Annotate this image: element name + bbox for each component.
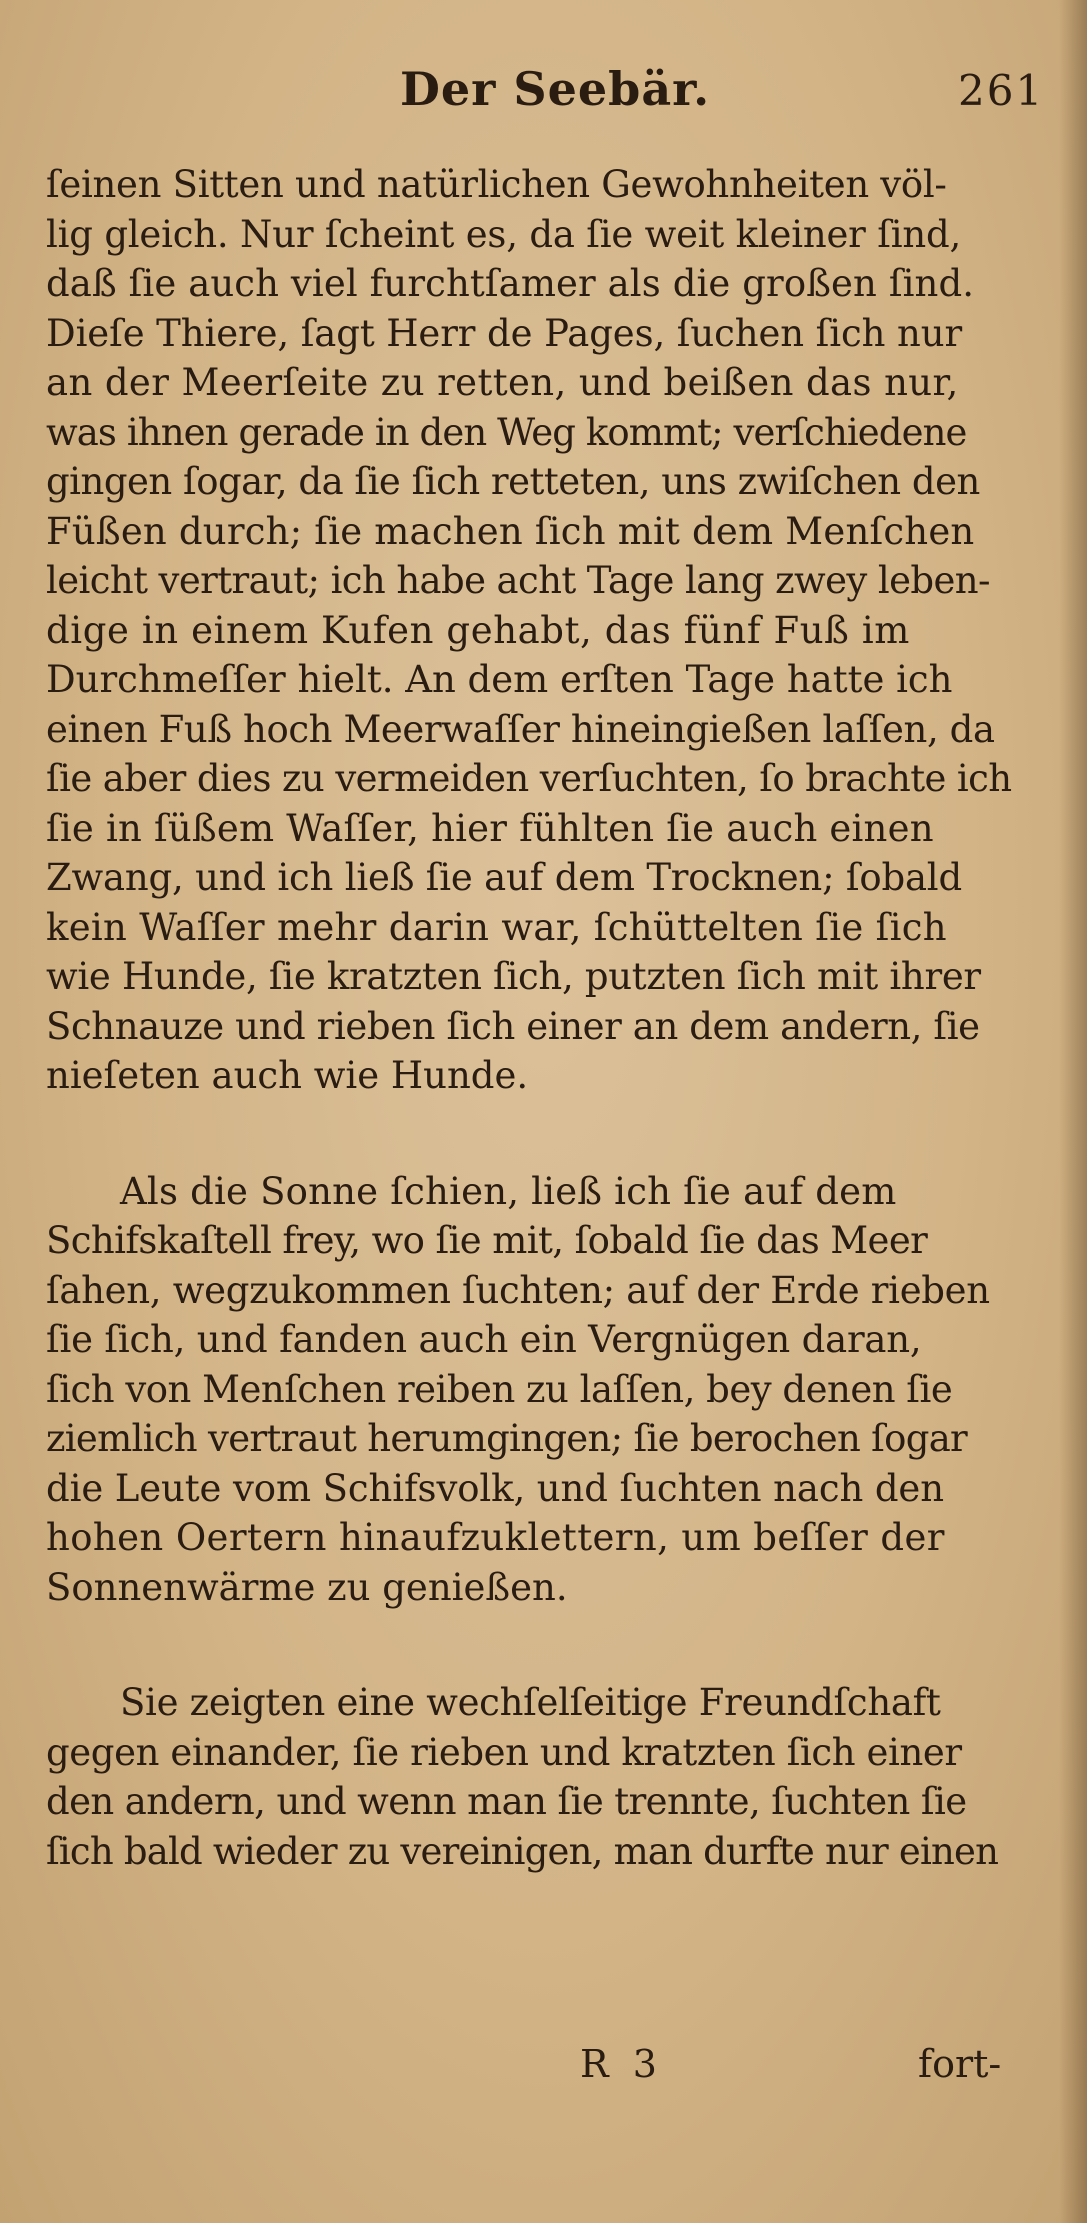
- text-line: Dieſe Thiere, ſagt Herr de Pages, ſuchen ſich nur: [46, 311, 963, 355]
- text-line: Schnauze und rieben ſich einer an dem andern, ſie: [46, 1004, 980, 1048]
- text-line: gegen einander, ſie rieben und kratzten ſich einer: [46, 1730, 962, 1774]
- text-line: ziemlich vertraut herumgingen; ſie berochen ſogar: [46, 1417, 968, 1460]
- text-line: ſich bald wieder zu vereinigen, man durfte nur einen: [46, 1829, 999, 1873]
- text-line: Sie zeigten eine wechſelſeitige Freundſchaft: [120, 1681, 941, 1724]
- text-line: gingen ſogar, da ſie ſich retteten, uns zwiſchen den: [46, 460, 980, 503]
- text-line: wie Hunde, ſie kratzten ſich, putzten ſich mit ihrer: [46, 955, 981, 998]
- text-line: dige in einem Kufen gehabt, das fünf Fuß im: [46, 608, 910, 652]
- paragraph-2: [46, 1167, 1036, 1613]
- text-line: Sonnenwärme zu genießen.: [46, 1565, 568, 1609]
- text-line: Schifskaſtell frey, wo ſie mit, ſobald ſie das Meer: [46, 1219, 928, 1262]
- text-line: was ihnen gerade in den Weg kommt; verſchiedene: [46, 410, 967, 454]
- text-line: daß ſie auch viel furchtſamer als die großen ſind.: [46, 262, 975, 305]
- paragraph-1: [46, 160, 1036, 1101]
- page-number: 261: [958, 66, 1045, 115]
- page-edge-shadow: [1059, 0, 1087, 2223]
- text-line: ſahen, wegzukommen ſuchten; auf der Erde rieben: [46, 1268, 990, 1312]
- text-line: Füßen durch; ſie machen ſich mit dem Menſchen: [46, 509, 975, 553]
- text-line: Als die Sonne ſchien, ließ ich ſie auf dem: [120, 1169, 897, 1213]
- running-title: Der Seebär.: [400, 62, 711, 116]
- text-line: Durchmeſſer hielt. An dem erſten Tage hatte ich: [46, 658, 953, 701]
- text-line: ſeinen Sitten und natürlichen Gewohnheiten völ-: [46, 163, 947, 206]
- text-line: hohen Oertern hinaufzuklettern, um beſſer der: [46, 1516, 945, 1559]
- text-line: an der Meerſeite zu retten, und beißen das nur,: [46, 361, 959, 404]
- text-line: ſie aber dies zu vermeiden verſuchten, ſo brachte ich: [46, 757, 1012, 800]
- text-line: einen Fuß hoch Meerwaſſer hineingießen laſſen, da: [46, 707, 995, 751]
- text-line: kein Waſſer mehr darin war, ſchüttelten ſie ſich: [46, 905, 947, 949]
- text-line: lig gleich. Nur ſcheint es, da ſie weit kleiner ſind,: [46, 212, 962, 256]
- body-text: [46, 160, 1036, 1876]
- text-line: Zwang, und ich ließ ſie auf dem Trocknen; ſobald: [46, 856, 962, 899]
- text-line: ſie in ſüßem Waſſer, hier fühlten ſie auch einen: [46, 806, 934, 850]
- text-line: leicht vertraut; ich habe acht Tage lang zwey leben-: [46, 559, 990, 602]
- running-head: [0, 62, 1087, 122]
- text-line: ſich von Menſchen reiben zu laſſen, bey denen ſie: [46, 1367, 953, 1411]
- catchword: fort-: [918, 2042, 1002, 2086]
- paragraph-3: [46, 1678, 1036, 1876]
- signature-mark: R 3: [580, 2042, 663, 2086]
- text-line: nieſeten auch wie Hunde.: [46, 1054, 529, 1097]
- text-line: den andern, und wenn man ſie trennte, ſuchten ſie: [46, 1780, 967, 1823]
- page-footer: [0, 2042, 1087, 2102]
- text-line: die Leute vom Schifsvolk, und ſuchten nach den: [46, 1466, 944, 1510]
- text-line: ſie ſich, und fanden auch ein Vergnügen daran,: [46, 1318, 922, 1361]
